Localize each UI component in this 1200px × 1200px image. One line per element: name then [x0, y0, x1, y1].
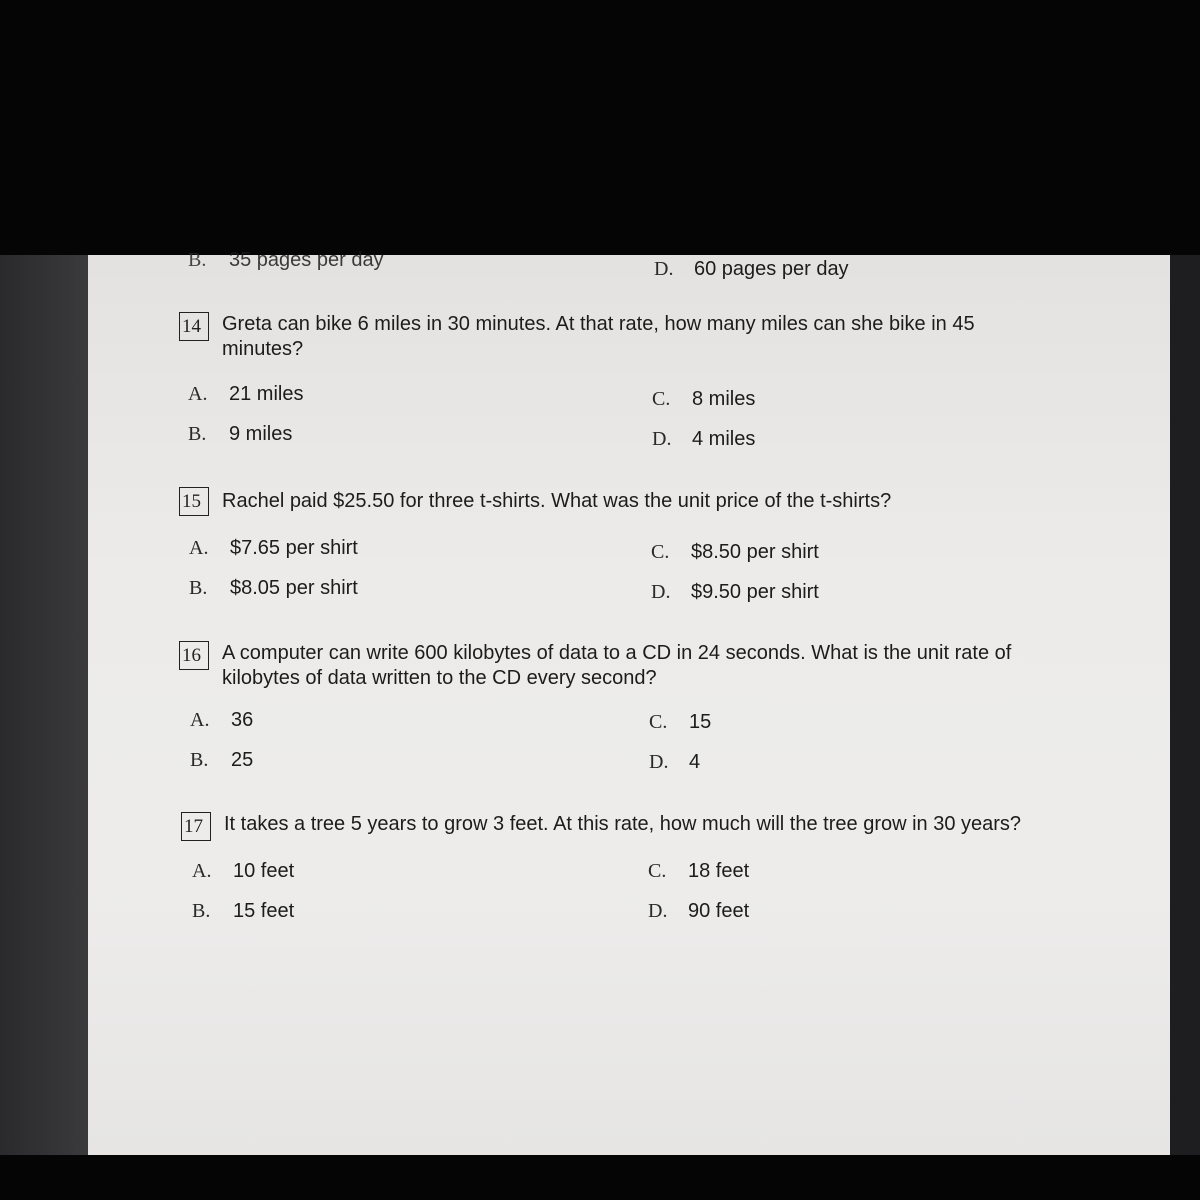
question-16-option-c-text: 15 — [689, 711, 712, 733]
question-16-text-line1: A computer can write 600 kilobytes of data to a CD in 24 seconds. What is the unit rate of — [222, 642, 1012, 664]
prev-option-b-letter: B. — [188, 249, 207, 271]
question-14-option-a-letter: A. — [188, 383, 208, 405]
question-16-option-c-letter: C. — [649, 711, 668, 733]
question-17-option-b-letter: B. — [192, 900, 211, 922]
question-16-option-b-text: 25 — [231, 749, 254, 771]
question-16-option-a-text: 36 — [231, 709, 254, 731]
prev-option-d-letter: D. — [654, 258, 674, 280]
question-15-option-c-text: $8.50 per shirt — [691, 541, 819, 563]
question-14-number-box: 14 — [179, 312, 209, 341]
question-15-option-d-text: $9.50 per shirt — [691, 581, 819, 603]
question-14-text-line1: Greta can bike 6 miles in 30 minutes. At that rate, how many miles can she bike in 45 — [222, 313, 975, 335]
question-14-option-c-text: 8 miles — [692, 388, 756, 410]
question-15-option-b-text: $8.05 per shirt — [230, 577, 358, 599]
question-17-option-b-text: 15 feet — [233, 900, 295, 922]
question-14-option-b-text: 9 miles — [229, 423, 293, 445]
question-16-number-box: 16 — [179, 641, 209, 670]
question-16-option-d-text: 4 — [689, 751, 701, 773]
monitor-bezel-left — [0, 255, 88, 1155]
question-17-option-c-text: 18 feet — [688, 860, 750, 882]
question-14-option-d-letter: D. — [652, 428, 672, 450]
question-17-option-d-text: 90 feet — [688, 900, 750, 922]
question-15-option-c-letter: C. — [651, 541, 670, 563]
question-17-text-line1: It takes a tree 5 years to grow 3 feet. At this rate, how much will the tree grow in 30 years? — [224, 813, 1022, 835]
worksheet-page — [88, 249, 1170, 1155]
question-15-option-d-letter: D. — [651, 581, 671, 603]
prev-option-d-text: 60 pages per day — [694, 258, 849, 280]
question-14-option-a-text: 21 miles — [229, 383, 304, 405]
question-17-option-d-letter: D. — [648, 900, 668, 922]
question-14-text-line2: minutes? — [222, 338, 304, 360]
monitor-bezel-right — [1170, 255, 1200, 1155]
question-17-option-c-letter: C. — [648, 860, 667, 882]
question-16-option-d-letter: D. — [649, 751, 669, 773]
question-15-text-line1: Rachel paid $25.50 for three t-shirts. What was the unit price of the t-shirts? — [222, 490, 892, 512]
question-16-text-line2: kilobytes of data written to the CD every second? — [222, 667, 657, 689]
question-15-option-b-letter: B. — [189, 577, 208, 599]
question-17-number-box: 17 — [181, 812, 211, 841]
question-15-number-box: 15 — [179, 487, 209, 516]
question-16-option-a-letter: A. — [190, 709, 210, 731]
question-14-option-b-letter: B. — [188, 423, 207, 445]
question-17-option-a-letter: A. — [192, 860, 212, 882]
question-14-option-d-text: 4 miles — [692, 428, 756, 450]
question-14-option-c-letter: C. — [652, 388, 671, 410]
question-16-option-b-letter: B. — [190, 749, 209, 771]
question-15-option-a-text: $7.65 per shirt — [230, 537, 358, 559]
prev-option-b-text: 35 pages per day — [229, 249, 384, 271]
question-17-option-a-text: 10 feet — [233, 860, 295, 882]
question-15-option-a-letter: A. — [189, 537, 209, 559]
